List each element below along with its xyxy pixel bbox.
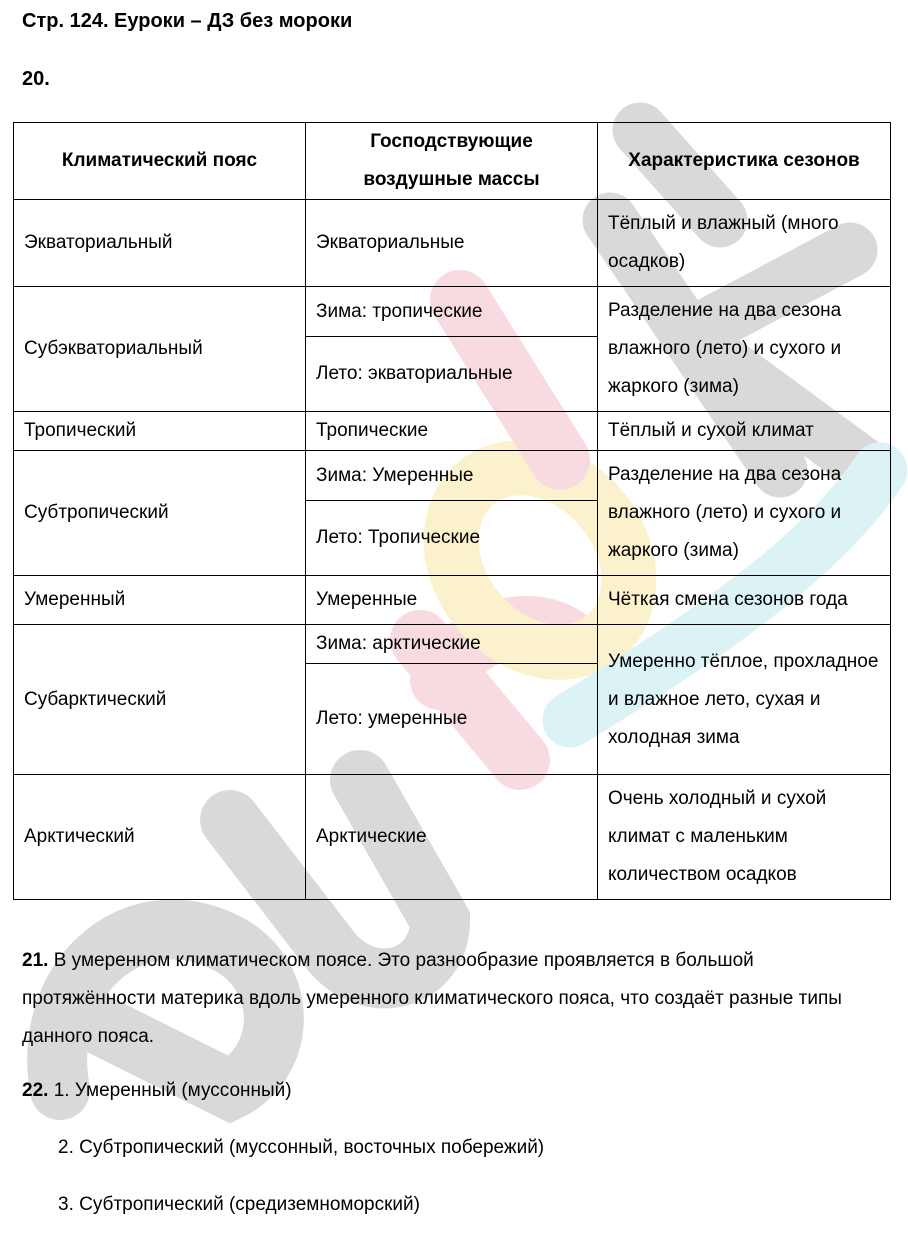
page-title: Стр. 124. Еуроки – ДЗ без мороки (22, 10, 353, 32)
cell-seasons: Тёплый и влажный (много осадков) (598, 200, 891, 287)
cell-belt: Субарктический (14, 625, 306, 775)
answer-22-item: 1. Умеренный (муссонный) (53, 1080, 292, 1101)
header-seasons: Характеристика сезонов (598, 123, 891, 200)
table-header-row (14, 123, 891, 200)
answer-21-label: 21. (22, 950, 49, 971)
cell-masses-summer: Лето: умеренные (306, 664, 598, 775)
cell-masses-winter: Зима: тропические (306, 287, 598, 337)
table-row (14, 576, 891, 625)
header-climate-belt: Климатический пояс (14, 123, 306, 200)
cell-seasons: Разделение на два сезона влажного (лето) и сухого и жаркого (зима) (598, 451, 891, 576)
climate-belts-table (13, 122, 891, 900)
cell-masses-summer: Лето: экваториальные (306, 337, 598, 412)
table-row (14, 451, 891, 501)
table-row (14, 287, 891, 337)
cell-belt: Экваториальный (14, 200, 306, 287)
answer-21 (22, 942, 882, 1056)
cell-seasons: Разделение на два сезона влажного (лето) и сухого и жаркого (зима) (598, 287, 891, 412)
cell-seasons: Очень холодный и сухой климат с маленьким количеством осадков (598, 775, 891, 900)
answer-21-text: В умеренном климатическом поясе. Это разнообразие проявляется в большой протяжённости материка вдоль умеренного климатического пояса, что создаёт разные типы данного пояса. (22, 950, 842, 1047)
cell-belt: Субтропический (14, 451, 306, 576)
table-row (14, 200, 891, 287)
cell-masses: Умеренные (306, 576, 598, 625)
cell-seasons: Тёплый и сухой климат (598, 412, 891, 451)
cell-masses: Арктические (306, 775, 598, 900)
table-row (14, 775, 891, 900)
answers-section (22, 942, 882, 1215)
answer-22-line-1 (22, 1072, 292, 1110)
cell-masses-summer: Лето: Тропические (306, 501, 598, 576)
cell-masses: Тропические (306, 412, 598, 451)
cell-masses-winter: Зима: Умеренные (306, 451, 598, 501)
cell-seasons: Умеренно тёплое, прохладное и влажное лето, сухая и холодная зима (598, 625, 891, 775)
cell-seasons: Чёткая смена сезонов года (598, 576, 891, 625)
cell-belt: Субэкваториальный (14, 287, 306, 412)
header-air-masses: Господствующие воздушные массы (306, 123, 598, 200)
table-row (14, 625, 891, 664)
cell-belt: Арктический (14, 775, 306, 900)
cell-masses-winter: Зима: арктические (306, 625, 598, 664)
table-row (14, 412, 891, 451)
task-20-label: 20. (22, 68, 50, 90)
answer-22-item: 2. Субтропический (муссонный, восточных побережий) (58, 1137, 545, 1158)
cell-belt: Умеренный (14, 576, 306, 625)
cell-masses: Экваториальные (306, 200, 598, 287)
answer-22-item: 3. Субтропический (средиземноморский) (58, 1194, 420, 1215)
cell-belt: Тропический (14, 412, 306, 451)
answer-22-label: 22. (22, 1080, 49, 1101)
